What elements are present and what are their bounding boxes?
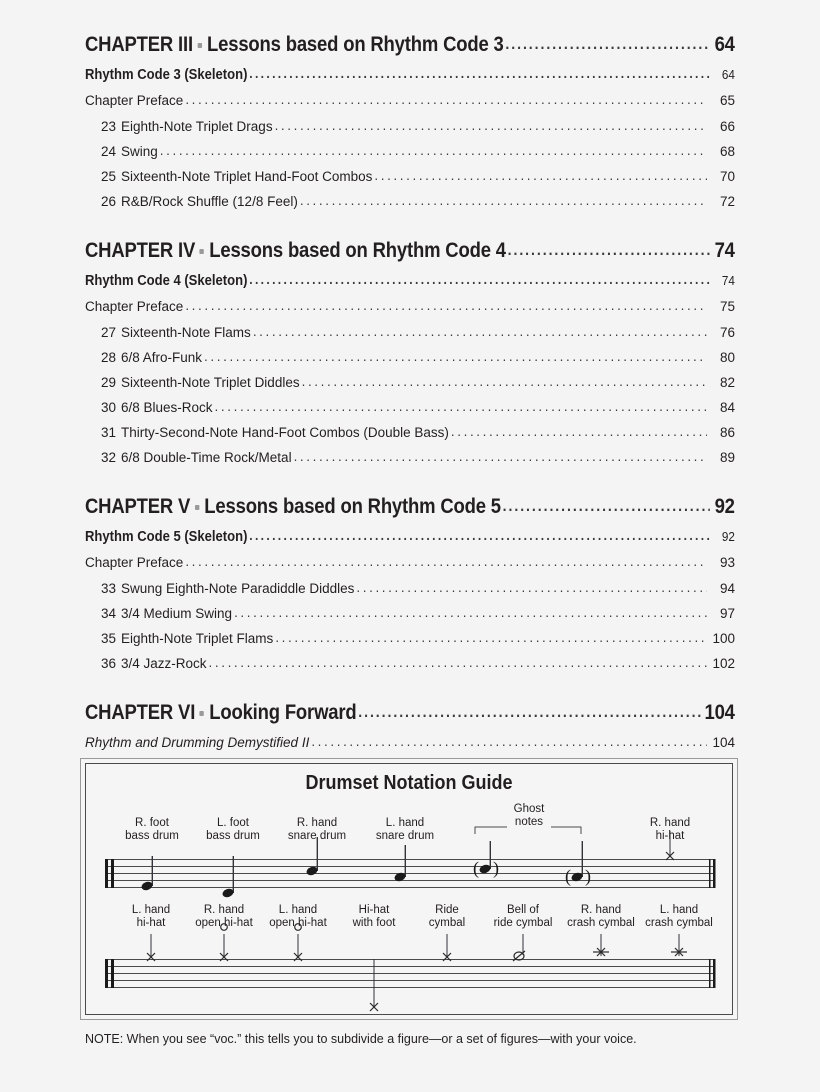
lesson-row[interactable]: [85, 626, 735, 651]
lesson-title: Sixteenth-Note Flams: [121, 325, 251, 340]
preface-title: Chapter Preface: [85, 299, 184, 314]
preface-row[interactable]: [85, 294, 735, 320]
lesson-page-number: 100: [712, 631, 735, 646]
preface-page-number: 93: [719, 555, 735, 570]
section-spacer: [85, 214, 735, 236]
lesson-page-number: 84: [719, 400, 735, 415]
guide-label-hi-hat-with-foot: Hi-hat with foot: [352, 904, 396, 929]
guide-staff-area: [81, 759, 737, 1019]
lesson-number: 32: [101, 450, 117, 465]
lesson-row[interactable]: [85, 420, 735, 445]
dot-leader: [209, 650, 707, 675]
lesson-row[interactable]: [85, 601, 735, 626]
lesson-row[interactable]: [85, 445, 735, 470]
lesson-row[interactable]: [85, 320, 735, 345]
preface-title: Chapter Preface: [85, 93, 184, 108]
lesson-title: 3/4 Jazz-Rock: [121, 656, 207, 671]
dot-leader: [275, 625, 707, 650]
preface-row[interactable]: [85, 88, 735, 114]
guide-label-l-hand-crash-cymbal: L. hand crash cymbal: [645, 904, 713, 929]
lesson-title: Sixteenth-Note Triplet Diddles: [121, 375, 300, 390]
lesson-row[interactable]: [85, 139, 735, 164]
lesson-title: 6/8 Afro-Funk: [121, 350, 203, 365]
footnote-text: NOTE: When you see “voc.” this tells you to subdivide a figure—or a set of figures—with your voice.: [85, 1032, 637, 1046]
guide-label-bell-of-ride-cymbal: Bell of ride cymbal: [493, 904, 553, 929]
lesson-title: Swung Eighth-Note Paradiddle Diddles: [121, 581, 355, 596]
dot-leader: [275, 113, 707, 138]
lesson-number: 35: [101, 631, 117, 646]
lesson-page-number: 70: [719, 169, 735, 184]
chapter-heading-text: CHAPTER V Lessons based on Rhythm Code 5: [85, 495, 501, 518]
bullet-separator-icon: [195, 505, 199, 510]
chapter-page-number: 64: [714, 33, 735, 56]
chapter-heading-text: CHAPTER IV Lessons based on Rhythm Code 4: [85, 239, 506, 262]
chapter-heading-text: CHAPTER III Lessons based on Rhythm Code 3: [85, 33, 504, 56]
chapter-block-4: [85, 236, 735, 470]
lesson-row[interactable]: [85, 164, 735, 189]
lesson-title: Eighth-Note Triplet Flams: [121, 631, 274, 646]
preface-page-number: 75: [719, 299, 735, 314]
lesson-page-number: 76: [719, 325, 735, 340]
lesson-number: 26: [101, 194, 117, 209]
lesson-row[interactable]: [85, 370, 735, 395]
chapter-heading-row[interactable]: [85, 492, 735, 524]
guide-label-l-hand-hi-hat: L. hand hi-hat: [131, 904, 171, 929]
skeleton-row[interactable]: [85, 268, 735, 294]
chapter-block-5: [85, 492, 735, 676]
skeleton-title: Rhythm Code 5 (Skeleton): [85, 529, 248, 545]
lesson-page-number: 102: [712, 656, 735, 671]
preface-page-number: 65: [719, 93, 735, 108]
lesson-row[interactable]: [85, 651, 735, 676]
dot-leader: [234, 600, 707, 625]
bullet-separator-icon: [200, 711, 204, 716]
guide-label-r-hand-open-hi-hat: R. hand open hi-hat: [195, 904, 253, 929]
lesson-page-number: 94: [719, 581, 735, 596]
guide-label-l-hand-snare-drum: L. hand snare drum: [375, 817, 435, 842]
guide-label-r-foot-bass-drum: R. foot bass drum: [125, 817, 179, 842]
skeleton-page-number: 92: [721, 529, 735, 544]
lesson-number: 24: [101, 144, 117, 159]
dot-leader: [451, 419, 707, 444]
section-spacer: [85, 470, 735, 492]
guide-title: Drumset Notation Guide: [305, 772, 513, 794]
appendix-page-number: 104: [712, 735, 735, 750]
lesson-row[interactable]: [85, 189, 735, 214]
lesson-title: Eighth-Note Triplet Drags: [121, 119, 273, 134]
lesson-number: 29: [101, 375, 117, 390]
dot-leader: [358, 698, 702, 728]
lesson-title: Sixteenth-Note Triplet Hand-Foot Combos: [121, 169, 373, 184]
lesson-title: 3/4 Medium Swing: [121, 606, 233, 621]
chapter-page-number: 104: [704, 701, 735, 724]
lesson-number: 27: [101, 325, 117, 340]
guide-label-r-hand-snare-drum: R. hand snare drum: [287, 817, 347, 842]
chapter-heading-row[interactable]: [85, 236, 735, 268]
guide-label-r-hand-hi-hat: R. hand hi-hat: [649, 817, 691, 842]
skeleton-page-number: 64: [721, 67, 735, 82]
lesson-row[interactable]: [85, 345, 735, 370]
dot-leader: [215, 394, 707, 419]
lesson-number: 28: [101, 350, 117, 365]
chapter-heading-row[interactable]: [85, 698, 735, 730]
chapter-page-number: 74: [714, 239, 735, 262]
lesson-title: 6/8 Blues-Rock: [121, 400, 213, 415]
lesson-title: R&B/Rock Shuffle (12/8 Feel): [121, 194, 298, 209]
chapter-block-6: [85, 698, 735, 756]
dot-leader: [300, 188, 707, 213]
drumset-notation-guide: [80, 758, 738, 1020]
chapter-page-number: 92: [714, 495, 735, 518]
dot-leader: [505, 30, 710, 60]
lesson-number: 25: [101, 169, 117, 184]
lesson-page-number: 66: [719, 119, 735, 134]
bullet-separator-icon: [200, 249, 204, 254]
dot-leader: [204, 344, 707, 369]
lesson-number: 36: [101, 656, 117, 671]
svg-text:(: (: [565, 866, 571, 886]
dot-leader: [253, 319, 707, 344]
skeleton-page-number: 74: [721, 273, 735, 288]
dot-leader: [185, 549, 707, 575]
dot-leader: [249, 61, 710, 87]
table-of-contents: [85, 30, 735, 756]
section-spacer: [85, 676, 735, 698]
preface-title: Chapter Preface: [85, 555, 184, 570]
chapter-block-3: [85, 30, 735, 214]
lesson-page-number: 80: [719, 350, 735, 365]
dot-leader: [185, 87, 707, 113]
lesson-page-number: 89: [719, 450, 735, 465]
dot-leader: [185, 293, 707, 319]
lesson-page-number: 82: [719, 375, 735, 390]
lesson-page-number: 86: [719, 425, 735, 440]
lesson-number: 34: [101, 606, 117, 621]
lesson-row[interactable]: [85, 114, 735, 139]
chapter-heading-row[interactable]: [85, 30, 735, 62]
dot-leader: [311, 729, 707, 755]
guide-label-l-hand-open-hi-hat: L. hand open hi-hat: [269, 904, 327, 929]
svg-text:(: (: [473, 858, 479, 878]
lesson-row[interactable]: [85, 576, 735, 601]
svg-text:): ): [493, 858, 499, 878]
svg-text:): ): [585, 866, 591, 886]
appendix-title: Rhythm and Drumming Demystified II: [85, 735, 310, 750]
dot-leader: [249, 267, 710, 293]
dot-leader: [160, 138, 707, 163]
skeleton-title: Rhythm Code 4 (Skeleton): [85, 273, 248, 289]
preface-row[interactable]: [85, 550, 735, 576]
skeleton-row[interactable]: [85, 524, 735, 550]
skeleton-title: Rhythm Code 3 (Skeleton): [85, 67, 248, 83]
lesson-title: 6/8 Double-Time Rock/Metal: [121, 450, 292, 465]
chapter-heading-text: CHAPTER VI Looking Forward: [85, 701, 357, 724]
lesson-number: 33: [101, 581, 117, 596]
guide-label-ride-cymbal: Ride cymbal: [428, 904, 466, 929]
lesson-title: Swing: [121, 144, 158, 159]
lesson-page-number: 68: [719, 144, 735, 159]
guide-label-ghost-notes: Ghost notes: [513, 803, 545, 828]
lesson-row[interactable]: [85, 395, 735, 420]
dot-leader: [302, 369, 707, 394]
lesson-page-number: 97: [719, 606, 735, 621]
guide-label-r-hand-crash-cymbal: R. hand crash cymbal: [567, 904, 635, 929]
dot-leader: [508, 236, 711, 266]
appendix-row[interactable]: [85, 730, 735, 756]
dot-leader: [294, 444, 707, 469]
lesson-page-number: 72: [719, 194, 735, 209]
skeleton-row[interactable]: [85, 62, 735, 88]
lesson-number: 30: [101, 400, 117, 415]
dot-leader: [249, 523, 710, 549]
dot-leader: [374, 163, 707, 188]
lesson-number: 23: [101, 119, 117, 134]
lesson-number: 31: [101, 425, 117, 440]
dot-leader: [356, 575, 707, 600]
lesson-title: Thirty-Second-Note Hand-Foot Combos (Double Bass): [121, 425, 449, 440]
guide-label-l-foot-bass-drum: L. foot bass drum: [206, 817, 260, 842]
bullet-separator-icon: [197, 43, 201, 48]
dot-leader: [503, 492, 710, 522]
